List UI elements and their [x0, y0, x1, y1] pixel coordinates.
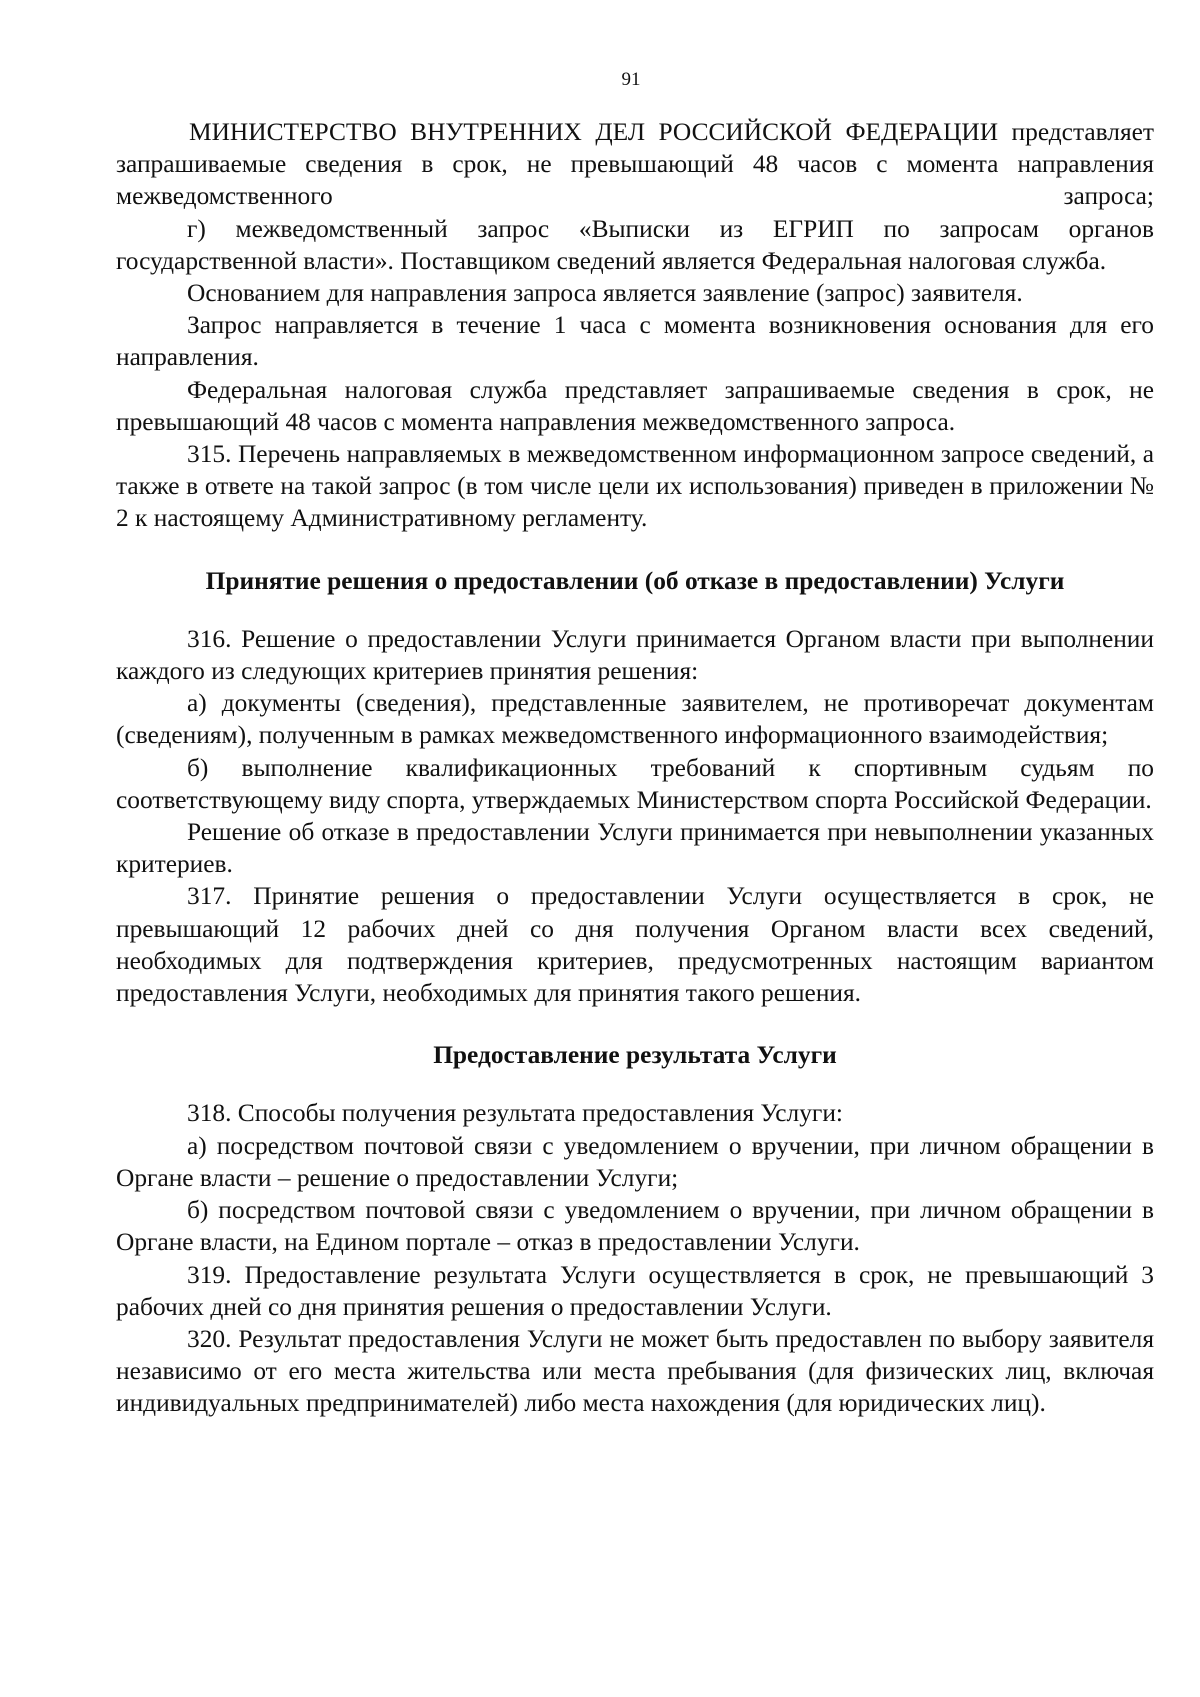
- paragraph: 319. Предоставление результата Услуги осуществляется в срок, не превышающий 3 рабочих дней со дня принятия решения о предоставлении Услуги.: [116, 1260, 1154, 1321]
- paragraph: 317. Принятие решения о предоставлении Услуги осуществляется в срок, не превышающий 12 рабочих дней со дня получения Органом власти всех сведений, необходимых для подтверждения критериев, предусмотренных настоящим вариантом предоставления Услуги, необходимых для принятия такого решения.: [116, 882, 1154, 1008]
- paragraph: 320. Результат предоставления Услуги не может быть предоставлен по выбору заявителя независимо от его места жительства или места пребывания (для физических лиц, включая индивидуальных предпринимателей) либо места нахождения (для юридических лиц).: [116, 1324, 1154, 1418]
- paragraph: а) документы (сведения), представленные заявителем, не противоречат документам (сведениям), полученным в рамках межведомственного информационного взаимодействия;: [116, 689, 1154, 750]
- paragraph: б) выполнение квалификационных требований к спортивным судьям по соответствующему виду спорта, утверждаемых Министерством спорта Российской Федерации.: [116, 753, 1154, 814]
- paragraph: Запрос направляется в течение 1 часа с момента возникновения основания для его направления.: [116, 311, 1154, 372]
- paragraph: 315. Перечень направляемых в межведомственном информационном запросе сведений, а также в ответе на такой запрос (в том числе цели их использования) приведен в приложении № 2 к настоящему Административному регламенту.: [116, 440, 1154, 533]
- paragraph: Решение об отказе в предоставлении Услуги принимается при невыполнении указанных критериев.: [116, 818, 1154, 879]
- paragraph: 318. Способы получения результата предоставления Услуги:: [187, 1099, 843, 1128]
- document-body: [116, 116, 1154, 1420]
- paragraph: Основанием для направления запроса является заявление (запрос) заявителя.: [187, 279, 1023, 308]
- paragraph: 316. Решение о предоставлении Услуги принимается Органом власти при выполнении каждого из следующих критериев принятия решения:: [116, 624, 1154, 686]
- section-heading: Принятие решения о предоставлении (об отказе в предоставлении) Услуги: [205, 566, 1065, 595]
- paragraph: г) межведомственный запрос «Выписки из ЕГРИП по запросам органов государственной власти». Поставщиком сведений является Федеральная налоговая служба.: [116, 214, 1154, 275]
- page-number: 91: [621, 69, 641, 90]
- paragraph: а) посредством почтовой связи с уведомлением о вручении, при личном обращении в Органе власти – решение о предоставлении Услуги;: [116, 1131, 1154, 1192]
- paragraph: б) посредством почтовой связи с уведомлением о вручении, при личном обращении в Органе власти, на Едином портале – отказ в предоставлении Услуги.: [116, 1196, 1154, 1257]
- paragraph: Федеральная налоговая служба представляет запрашиваемые сведения в срок, не превышающий 48 часов с момента направления межведомственного запроса.: [116, 375, 1154, 436]
- section-heading: Предоставление результата Услуги: [433, 1041, 837, 1070]
- paragraph: МИНИСТЕРСТВО ВНУТРЕННИХ ДЕЛ РОССИЙСКОЙ ФЕДЕРАЦИИ представляет запрашиваемые сведения в срок, не превышающий 48 часов с момента направления межведомственного запроса;: [116, 118, 1154, 211]
